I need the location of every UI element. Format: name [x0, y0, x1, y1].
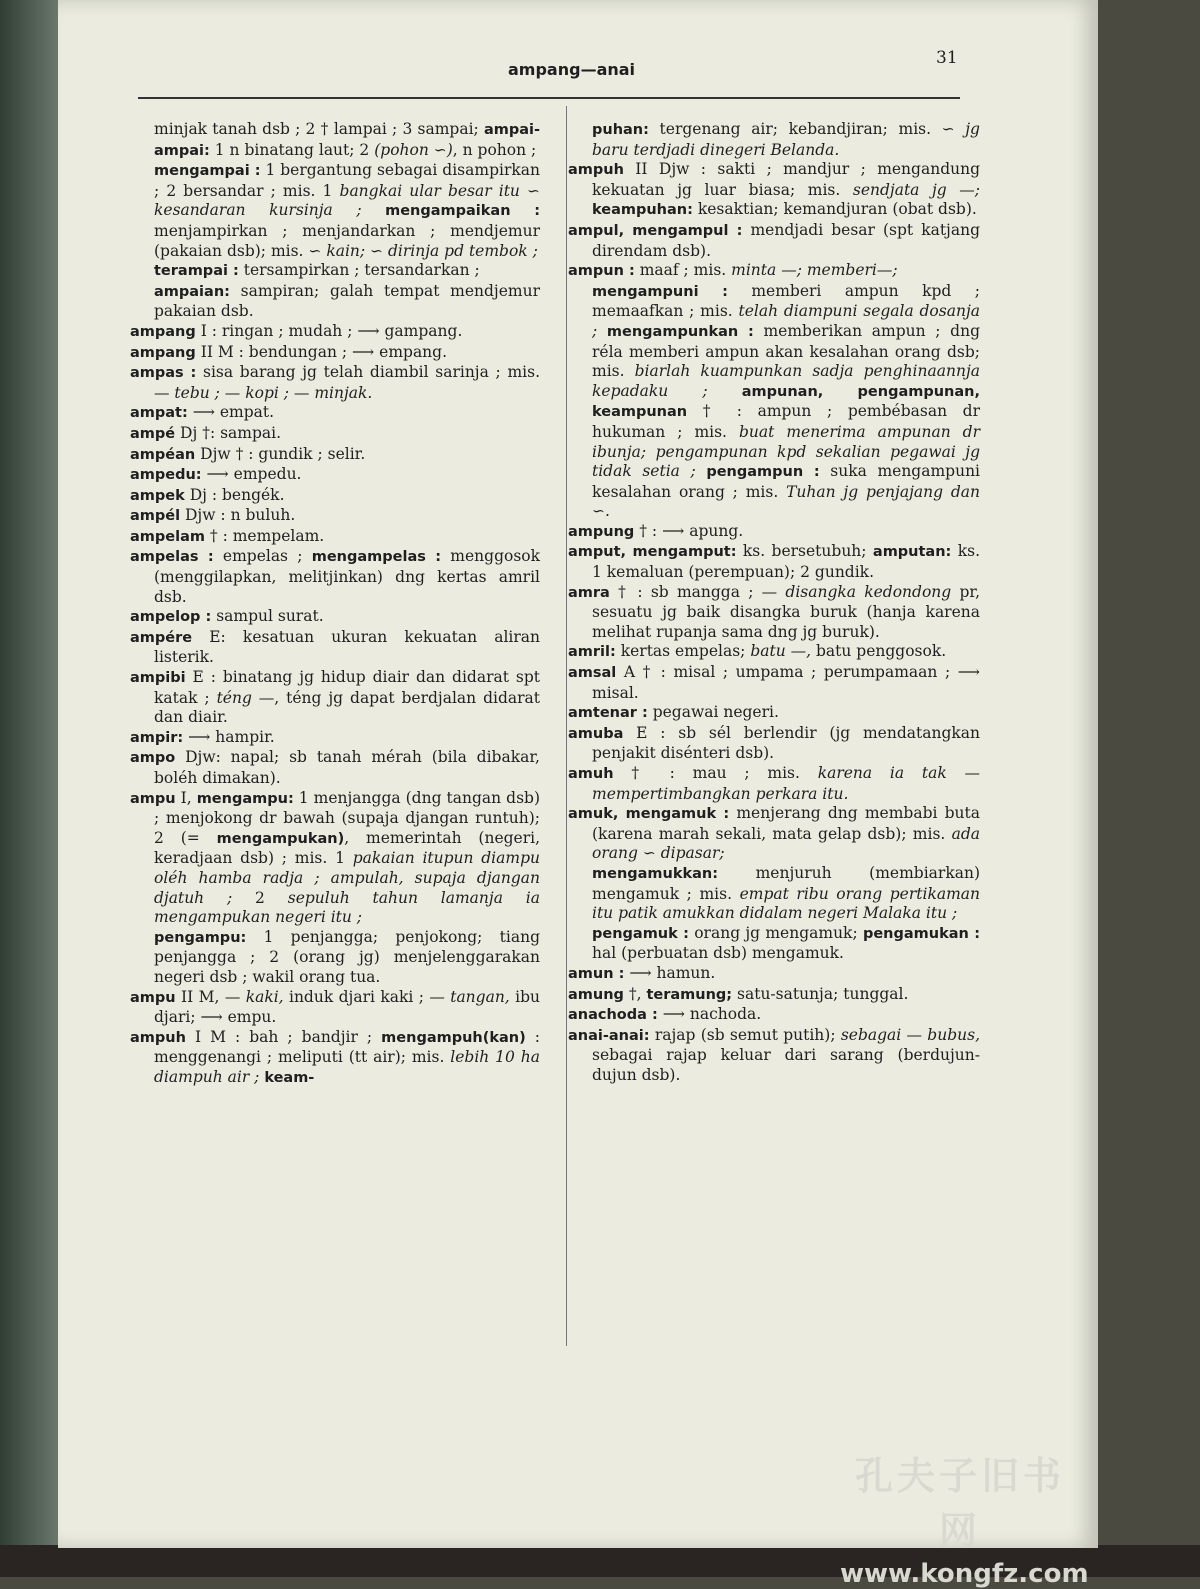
definition-text: I M : bah ; bandjir ; [185, 1027, 382, 1046]
headword: puhan: [592, 122, 649, 138]
definition-text: E : sb sél berlendir (jg mendatangkan penjakit disénteri dsb). [592, 723, 980, 763]
dictionary-entry [568, 1005, 980, 1026]
definition-text: 1 penjangga; penjokong; tiang penjangga ; 2 (orang jg) menjelenggarakan negeri dsb ; wakil orang tua. [154, 927, 540, 986]
headword: ampedu: [130, 467, 202, 484]
dictionary-entry [568, 642, 980, 663]
example-text: karena ia tak — mempertimbangkan perkara itu. [592, 764, 981, 803]
definition-text: ⟶ hampir. [183, 727, 275, 746]
dictionary-entry [130, 445, 540, 466]
definition-text: empelas ; [213, 547, 312, 566]
definition-text: II M : bendungan ; ⟶ empang. [195, 342, 448, 361]
definition-text: menjampirkan ; menjandarkan ; mendjemur (pakaian dsb); mis. [154, 221, 540, 260]
headword: amuh [568, 766, 614, 782]
headword: anai-anai: [568, 1027, 650, 1044]
dictionary-subentry [568, 120, 980, 160]
headword: ampére [130, 629, 193, 646]
dictionary-page [58, 0, 1098, 1548]
dictionary-entry [568, 964, 980, 985]
definition-text: I : ringan ; mudah ; ⟶ gampang. [195, 321, 463, 340]
example-text: Tuhan jg penjajang dan ∽. [592, 482, 980, 521]
definition-text: menggosok (menggilapkan, melitjinkan) dng kertas amril dsb. [154, 547, 540, 606]
page-number: 31 [936, 48, 958, 68]
definition-text: batu penggosok. [811, 642, 947, 661]
headword: ampuh [130, 1029, 186, 1046]
headword: amput, mengamput: [568, 544, 737, 561]
dictionary-entry [130, 547, 540, 607]
example-text: — disangka kedondong [761, 582, 952, 601]
example-text: — tangan, [429, 987, 510, 1006]
dictionary-entry [568, 160, 980, 221]
definition-text: tergenang air; kebandjiran; mis. [648, 120, 942, 138]
headword: mengampunkan : [606, 323, 754, 340]
headword: pengampu: [154, 929, 247, 946]
headword: mengampuh(kan) [381, 1029, 526, 1046]
headword: mengampelas : [311, 549, 442, 566]
headword: ampung [568, 523, 635, 540]
definition-text: Dj †: sampai. [175, 423, 282, 442]
example-text: pakaian itupun diampu oléh hamba radja ; ampulah, supaja djangan djatuh ; [154, 849, 540, 907]
dictionary-entry [130, 343, 540, 364]
headword: ampang [130, 344, 196, 361]
dictionary-entry [130, 668, 540, 728]
example-text: — kaki, [224, 987, 284, 1006]
headword: amun : [568, 965, 625, 982]
definition-text: 2 [232, 888, 288, 907]
headword: ampir: [130, 729, 184, 746]
headword: ampu [130, 790, 176, 807]
dictionary-entry [130, 789, 540, 928]
headword: amuk, mengamuk : [568, 806, 730, 823]
definition-text: ks. bersetubuh; [736, 542, 873, 561]
definition-text: 1 n binatang laut; 2 [209, 140, 375, 159]
definition-text: , téng jg dapat berdjalan didarat dan diair. [154, 688, 540, 727]
definition-text: †, [623, 984, 647, 1003]
headword: ampo [130, 750, 176, 767]
definition-text: kesaktian; kemandjuran (obat dsb). [692, 200, 977, 219]
dictionary-entry [130, 728, 540, 749]
dictionary-entry [568, 583, 980, 643]
dictionary-entry [130, 363, 540, 403]
headword: ampang [130, 323, 196, 340]
dictionary-subentry [130, 161, 540, 261]
dictionary-subentry [568, 864, 980, 924]
right-column [568, 120, 980, 1086]
headword: amra [568, 584, 610, 601]
definition-text [597, 322, 607, 340]
definition-text: kertas empelas; [615, 642, 751, 661]
definition-text [362, 201, 386, 219]
headword: ampelop : [130, 609, 212, 626]
headword: ampelam [130, 528, 205, 545]
watermark [840, 1445, 1089, 1589]
dictionary-entry [568, 703, 980, 724]
definition-text: hal (perbuatan dsb) mengamuk. [592, 944, 844, 963]
definition-text: E: kesatuan ukuran kekuatan aliran listerik. [154, 627, 540, 667]
headword: pengampun : [706, 464, 820, 481]
dictionary-subentry [130, 928, 540, 988]
dictionary-entry [130, 486, 540, 507]
definition-text: Djw † : gundik ; selir. [195, 444, 366, 463]
dictionary-subentry [130, 120, 540, 161]
definition-text: rajap (sb semut putih); [649, 1025, 841, 1044]
dictionary-entry [568, 724, 980, 764]
headword: ampaian: [154, 283, 230, 300]
dictionary-entry [130, 607, 540, 628]
definition-text: menjerang dng membabi buta (karena marah sekali, mata gelap dsb); mis. [592, 804, 980, 843]
watermark-url: www.kongfz.com [840, 1559, 1089, 1589]
definition-text: 1 menjangga (dng tangan dsb) ; menjokong dr bawah (supaja djangan runtuh); 2 (= [154, 788, 540, 847]
dictionary-entry [568, 221, 980, 261]
headword: keam- [264, 1069, 315, 1086]
headword: ampé [130, 425, 176, 442]
definition-text: ⟶ empat. [187, 403, 275, 422]
definition-text: 1 bergantung sebagai disampirkan ; 2 bersandar ; mis. 1 [154, 161, 540, 200]
example-text: sepuluh tahun lamanja ia mengampukan negeri itu ; [154, 888, 540, 927]
headword: amung [568, 986, 624, 1003]
definition-text: ks. 1 kemaluan (perempuan); 2 gundik. [592, 542, 981, 582]
definition-text: † : mau ; mis. [613, 764, 818, 782]
dictionary-subentry [130, 282, 540, 322]
example-text: bangkai ular besar itu ∽ kesandaran kursinja ; [154, 181, 540, 220]
definition-text: † : ⟶ apung. [634, 521, 744, 540]
left-background [0, 0, 60, 1577]
example-text: — tebu ; — kopi ; — minjak. [154, 383, 373, 402]
headword: mengampuni : [592, 283, 728, 300]
headword: ampek [130, 487, 185, 504]
dictionary-entry [130, 465, 540, 486]
headword: ampéan [130, 446, 196, 463]
definition-text: Dj : bengék. [184, 485, 285, 504]
dictionary-entry [130, 748, 540, 788]
definition-text: Djw: napal; sb tanah mérah (bila dibakar, boléh dimakan). [154, 748, 540, 787]
headword: ampu [130, 989, 176, 1006]
definition-text: † : mempelam. [204, 526, 325, 545]
headword: mengamukkan: [592, 865, 719, 882]
headword: ampelas : [130, 549, 214, 566]
header-rule [138, 97, 960, 99]
definition-text: sampiran; galah tempat mendjemur pakaian dsb. [154, 281, 540, 321]
definition-text: ⟶ hamun. [624, 963, 716, 982]
example-text: lebih 10 ha diampuh air ; [154, 1048, 540, 1086]
headword: ampunan, pengampunan, keampunan [592, 383, 980, 421]
headword: ampai-ampai: [154, 122, 540, 159]
headword: ampun : [568, 263, 635, 280]
dictionary-entry [130, 403, 540, 424]
headword: ampul, mengampul : [568, 222, 743, 239]
definition-text: sampul surat. [211, 607, 324, 626]
dictionary-entry [568, 663, 980, 703]
dictionary-entry [130, 527, 540, 548]
headword: amsal [568, 665, 617, 682]
dictionary-entry [568, 522, 980, 543]
dictionary-entry [568, 764, 980, 804]
headword: amril: [568, 644, 616, 661]
definition-text: † : ampun ; pembébasan dr hukuman ; mis. [592, 402, 980, 441]
left-column [130, 120, 540, 1089]
example-text: buat menerima ampunan dr ibunja; pengampunan kpd sekalian pegawai jg tidak setia ; [592, 422, 980, 481]
headword: ampél [130, 508, 181, 525]
definition-text: menjuruh (membiarkan) mengamuk ; mis. [592, 863, 980, 903]
headword: mengampaikan : [385, 203, 540, 220]
definition-text: pegawai negeri. [647, 703, 779, 722]
headword: mengampu: [196, 790, 294, 807]
headword: terampai : [154, 263, 239, 280]
example-text: ada orang ∽ dipasar; [592, 824, 980, 863]
headword: pengamukan : [862, 925, 981, 942]
example-text: (pohon ∽) [374, 140, 453, 159]
dictionary-entry [130, 322, 540, 343]
definition-text: † : sb mangga ; [609, 582, 762, 601]
headword: amtenar : [568, 705, 648, 722]
dictionary-entry [568, 542, 980, 582]
definition-text [696, 462, 707, 480]
dictionary-entry [568, 261, 980, 282]
headword: anachoda : [568, 1007, 658, 1024]
definition-text: II M, [175, 987, 225, 1006]
example-text: batu —, [750, 642, 812, 661]
definition-text: pr, sesuatu jg baik disangka buruk (hanja karena melihat rupanja sama dng jg buruk). [592, 582, 980, 641]
headword: ampas : [130, 365, 197, 382]
dictionary-entry [568, 985, 980, 1006]
definition-text: Djw : n buluh. [180, 506, 296, 525]
definition-text [708, 382, 742, 400]
definition-text: II Djw : sakti ; mandjur ; mengandung kekuatan jg luar biasa; mis. [592, 160, 980, 199]
definition-text: memberi ampun kpd ; memaafkan ; mis. [592, 281, 980, 321]
headword: keampuhan: [592, 202, 693, 219]
definition-text: maaf ; mis. [634, 261, 732, 280]
definition-text: , memerintah (negeri, keradjaan dsb) ; mis. 1 [154, 828, 541, 868]
headword: mengampai : [154, 163, 261, 180]
dictionary-entry [130, 506, 540, 527]
definition-text: sisa barang jg telah diambil sarinja ; mis. [196, 363, 540, 382]
headword: pengamuk : [592, 925, 689, 942]
definition-text: , n pohon ; [452, 140, 537, 159]
definition-text: memberikan ampun ; dng réla memberi ampun akan kesalahan orang dsb; mis. [592, 321, 980, 381]
definition-text: I, [175, 788, 197, 807]
definition-text: tersampirkan ; tersandarkan ; [238, 261, 480, 280]
headword: ampat: [130, 405, 188, 422]
dictionary-entry [130, 424, 540, 445]
definition-text: ⟶ nachoda. [657, 1005, 762, 1024]
dictionary-entry [130, 1028, 540, 1089]
definition-text: sebagai rajap keluar dari sarang (berdujun-dujun dsb). [592, 1046, 980, 1084]
dictionary-entry [568, 1026, 980, 1086]
example-text: ∽ jg baru terdjadi dinegeri Belanda. [592, 120, 980, 159]
headword: amuba [568, 725, 624, 742]
headword: mengampukan) [216, 830, 345, 847]
example-text: sendjata jg —; [852, 180, 980, 199]
dictionary-entry [130, 988, 540, 1028]
headword: ampibi [130, 670, 186, 687]
definition-text: satu-satunja; tunggal. [732, 984, 909, 1003]
example-text: empat ribu orang pertikaman itu patik amukkan didalam negeri Malaka itu ; [592, 884, 980, 923]
example-text: téng — [216, 688, 275, 707]
definition-text: : menggenangi ; meliputi (tt air); mis. [154, 1027, 540, 1067]
watermark-chinese: 孔夫子旧书网 [854, 1454, 1065, 1553]
definition-text: ⟶ empedu. [201, 465, 302, 484]
example-text: ∽ kain; ∽ dirinja pd tembok ; [308, 241, 538, 260]
definition-text: ibu djari; ⟶ empu. [154, 987, 540, 1027]
definition-text: mendjadi besar (spt katjang direndam dsb). [592, 220, 981, 260]
example-text: telah diampuni segala dosanja ; [592, 302, 980, 340]
example-text: minta —; memberi—; [731, 261, 898, 280]
headword: ampuh [568, 162, 624, 179]
definition-text: orang jg mengamuk; [688, 923, 863, 942]
example-text: biarlah kuampunkan sadja penghinaannja kepadaku ; [592, 362, 980, 400]
dictionary-entry [568, 804, 980, 864]
dictionary-subentry [568, 924, 980, 964]
definition-text: E : binatang jg hidup diair dan didarat spt katak ; [154, 668, 540, 707]
headword: amputan: [872, 544, 952, 561]
definition-text: A † : misal ; umpama ; perumpamaan ; ⟶ misal. [592, 663, 980, 702]
page-header-title: ampang—anai [508, 60, 636, 79]
dictionary-entry [130, 628, 540, 668]
definition-text: induk djari kaki ; [283, 987, 430, 1006]
dictionary-subentry [568, 282, 980, 522]
definition-text: suka mengampuni kesalahan orang ; mis. [592, 462, 981, 501]
headword: teramung; [646, 986, 733, 1003]
dictionary-subentry [130, 261, 540, 282]
example-text: sebagai — bubus, [840, 1025, 980, 1044]
column-divider [566, 106, 567, 1346]
definition-text: minjak tanah dsb ; 2 † lampai ; 3 sampai; [154, 120, 484, 138]
